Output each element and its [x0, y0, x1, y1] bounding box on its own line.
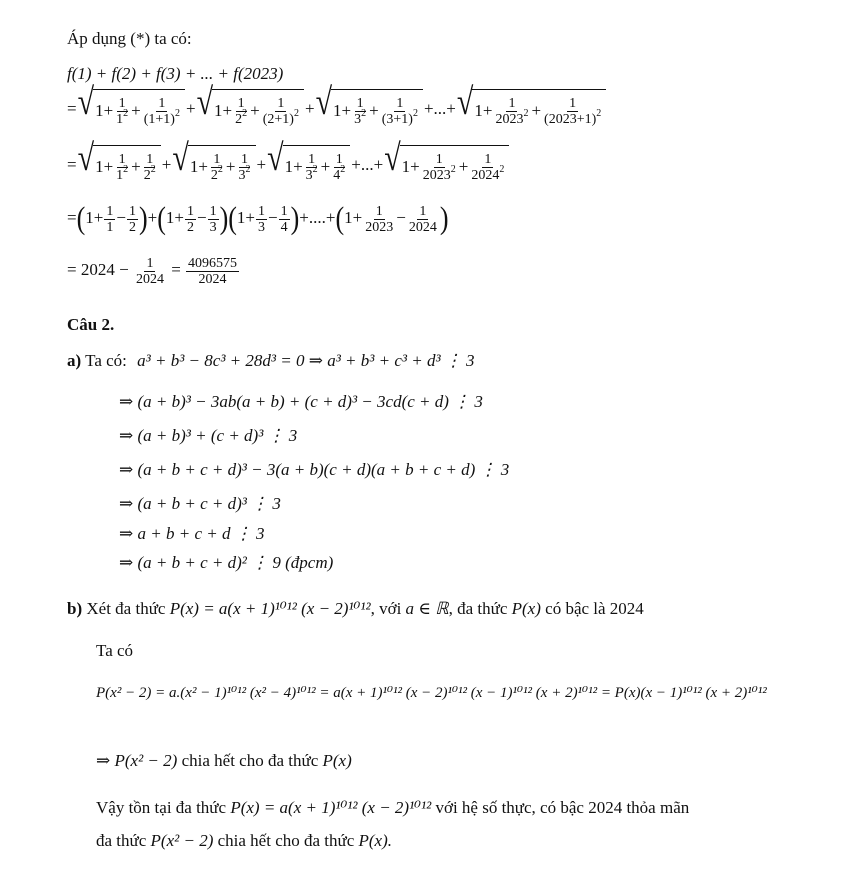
sqrt-line-1: = √ 1+ $\frac{1}{1^2}$ + $\frac{1}{(1+1)^2}$ + √ 1+ $\frac{1}{2^2}$ + $\frac{1}{(2+1)^2}$ + √ 1+ $\frac{1}{3^2}$ + $\frac{1}{(3+1)^2}$ +...+ √ 1+ $\frac{1}{2023^2}$ + $\frac{1}{(2023+1)^2}$ — [67, 89, 607, 131]
result-frac-num: 1 — [146, 255, 154, 271]
part-b-ta-co: Ta có — [96, 641, 134, 660]
part-b-line-1 — [67, 598, 644, 620]
final-text-a: Vậy tồn tại đa thức — [96, 798, 227, 817]
final2-text-a: đa thức — [96, 831, 147, 850]
telescoping-line: =(1+ $\frac{1}{1}$ − $\frac{1}{2}$ )+(1+ $\frac{1}{2}$ − $\frac{1}{3}$ )(1+ $\frac{1}{3}$ − $\frac{1}{4}$ )+....+(1+ $\frac{1}{2023}$ − $\frac{1}{2024}$ ) — [67, 201, 449, 236]
part-b-text-d: có bậc là 2024 — [545, 599, 644, 618]
sqrt-line-2: = √ 1+ $\frac{1}{1^2}$ + $\frac{1}{2^2}$ + √ 1+ $\frac{1}{2^2}$ + $\frac{1}{3^2}$ + √ 1+ $\frac{1}{3^2}$ + $\frac{1}{4^2}$ +...+ √ 1+ $\frac{1}{2023^2}$ + $\frac{1}{2024^2}$ — [67, 145, 510, 187]
final2-text-b: chia hết cho đa thức — [217, 831, 355, 850]
final-line-2 — [96, 830, 392, 852]
conclusion-expr: ⇒ P(x² − 2) — [96, 751, 178, 770]
conclusion-text: chia hết cho đa thức — [181, 751, 319, 770]
part-b-long-equation: P(x² − 2) = a.(x² − 1)¹⁰¹² (x² − 4)¹⁰¹² = a(x + 1)¹⁰¹² (x − 2)¹⁰¹² (x − 1)¹⁰¹² (x + 2)¹⁰¹² = P(x)(x − 1)¹⁰¹² (x + 2)¹⁰¹² — [96, 685, 767, 701]
sum-expression: f(1) + f(2) + f(3) + ... + f(2023) — [67, 64, 284, 83]
question-2-title: Câu 2. — [67, 315, 115, 334]
result-rfrac-den: 2024 — [198, 271, 227, 287]
part-a-equation: a³ + b³ − 8c³ + 28d³ = 0 ⇒ a³ + b³ + c³ + d³ ⋮ 3 — [137, 351, 475, 370]
part-b-text-b: , với — [370, 599, 402, 618]
part-b-label: b) — [67, 599, 83, 618]
result-lhs: = 2024 − — [67, 260, 129, 279]
part-b-text-a: Xét đa thức — [86, 599, 166, 618]
part-a-step-1: ⇒ (a + b)³ − 3ab(a + b) + (c + d)³ − 3cd(c + d) ⋮ 3 — [119, 392, 483, 411]
result-line — [67, 250, 240, 290]
part-a-line — [67, 350, 475, 372]
conclusion-px: P(x) — [322, 751, 352, 770]
part-a-step-4: ⇒ (a + b + c + d)³ ⋮ 3 — [119, 494, 281, 513]
part-a-label: a) — [67, 351, 82, 370]
part-b-px: P(x) — [511, 599, 541, 618]
part-a-step-3: ⇒ (a + b + c + d)³ − 3(a + b)(c + d)(a + b + c + d) ⋮ 3 — [119, 460, 510, 479]
part-b-poly: P(x) = a(x + 1)¹⁰¹² (x − 2)¹⁰¹² — [169, 599, 371, 618]
part-a-step-5: ⇒ a + b + c + d ⋮ 3 — [119, 524, 265, 543]
final-poly: P(x) = a(x + 1)¹⁰¹² (x − 2)¹⁰¹² — [230, 798, 432, 817]
part-b-text-c: , đa thức — [448, 599, 508, 618]
result-eq: = — [171, 260, 181, 279]
part-a-step-2: ⇒ (a + b)³ + (c + d)³ ⋮ 3 — [119, 426, 298, 445]
result-frac-den: 2024 — [135, 271, 164, 287]
part-a-step-6: ⇒ (a + b + c + d)² ⋮ 9 (đpcm) — [119, 553, 334, 572]
part-b-conclusion — [96, 750, 352, 772]
final-text-b: với hệ số thực, có bậc 2024 thỏa mãn — [435, 798, 690, 817]
final2-px: P(x). — [358, 831, 393, 850]
intro-text: Áp dụng (*) ta có: — [67, 29, 192, 48]
final2-poly: P(x² − 2) — [150, 831, 214, 850]
part-b-condition: a ∈ ℝ — [405, 599, 449, 618]
part-a-intro: Ta có: — [85, 351, 127, 370]
result-rfrac-num: 4096575 — [188, 255, 238, 271]
final-line-1 — [96, 797, 689, 819]
